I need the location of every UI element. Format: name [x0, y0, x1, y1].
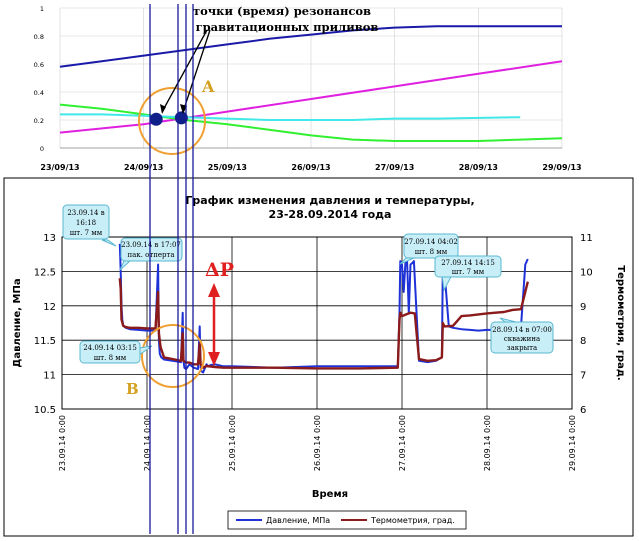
bottom-left-tick-5: 13 — [43, 233, 56, 244]
top-x-tick-3: 26/09/13 — [291, 163, 331, 172]
bottom-right-tick-3: 9 — [580, 301, 587, 313]
top-y-tick-5: 1 — [39, 5, 44, 13]
bottom-right-tick-5: 11 — [580, 233, 593, 244]
delta-p-label: ΔP — [205, 259, 235, 281]
callout-6 — [491, 318, 553, 353]
bottom-right-tick-0: 6 — [580, 405, 587, 416]
bottom-left-tick-3: 12 — [43, 301, 56, 313]
top-y-tick-4: 0.8 — [33, 33, 44, 41]
top-y-tick-2: 0.4 — [33, 89, 44, 97]
legend-temperature-label: Термометрия, град. — [371, 516, 455, 525]
callout-5-line1: 27.09.14 14:15 — [441, 259, 495, 267]
top-resonance-point-0 — [150, 113, 163, 126]
bottom-marker-label: B — [126, 380, 139, 398]
bottom-title-line2: 23-28.09.2014 года — [268, 208, 392, 221]
top-annotation-line2: гравитационных приливов — [195, 20, 379, 34]
callout-4-line1: 27.09.14 04:02 — [404, 238, 458, 246]
top-y-tick-labels — [34, 5, 44, 153]
top-x-tick-1: 24/09/13 — [124, 163, 164, 172]
callout-1-line1: 23.09.14 в — [67, 209, 105, 217]
bottom-x-axis-label: Время — [311, 489, 349, 500]
bottom-left-axis-label: Давление, МПа — [12, 278, 23, 368]
callout-6-line1: 28.09.14 в 07:00 — [492, 326, 552, 334]
bottom-x-tick-3: 26.09.14 0:00 — [313, 415, 322, 472]
callout-5-line2: шт. 7 мм — [451, 268, 485, 276]
top-y-tick-3: 0.6 — [33, 61, 44, 69]
bottom-right-tick-1: 7 — [580, 370, 587, 382]
bottom-right-tick-2: 8 — [580, 336, 587, 348]
top-x-tick-2: 25/09/13 — [207, 163, 247, 172]
bottom-legend — [228, 511, 466, 529]
callout-2-line2: пак. отперта — [127, 251, 175, 259]
bottom-left-tick-2: 11.5 — [33, 336, 56, 348]
bottom-x-tick-4: 27.09.14 0:00 — [398, 415, 407, 472]
bottom-right-tick-labels — [580, 233, 593, 416]
top-x-tick-4: 27/09/13 — [375, 163, 415, 172]
bottom-x-tick-2: 25.09.14 0:00 — [228, 415, 237, 472]
top-marker-label: A — [202, 77, 215, 96]
top-annotation-arrow-1 — [162, 30, 207, 112]
bottom-title-line1: График изменения давления и температуры, — [185, 194, 475, 207]
bottom-x-tick-labels — [58, 415, 577, 471]
top-x-tick-5: 28/09/13 — [458, 163, 498, 172]
top-chart — [34, 4, 582, 172]
callout-6-line2: скважина — [503, 335, 541, 343]
top-x-tick-labels — [40, 163, 581, 172]
callout-1-line3: шт. 7 мм — [69, 229, 103, 237]
callout-4-line2: шт. 8 мм — [414, 248, 448, 256]
bottom-right-tick-4: 10 — [580, 267, 593, 279]
bottom-x-tick-6: 29.09.14 0:00 — [568, 415, 577, 472]
bottom-right-axis-label: Термометрия, град. — [615, 265, 626, 381]
bottom-x-tick-0: 23.09.14 0:00 — [58, 415, 67, 472]
bottom-chart — [4, 178, 633, 536]
callout-6-line3: закрыта — [506, 344, 538, 352]
callout-1-line2: 16:18 — [75, 219, 97, 227]
bottom-x-tick-1: 24.09.14 0:00 — [143, 415, 152, 472]
bottom-left-tick-labels — [34, 233, 56, 416]
top-y-tick-0: 0 — [39, 145, 44, 153]
top-x-tick-0: 23/09/13 — [40, 163, 80, 172]
callout-3-line2: шт. 8 мм — [93, 354, 127, 362]
bottom-left-tick-1: 11 — [43, 370, 56, 382]
bottom-left-tick-0: 10.5 — [33, 405, 56, 416]
bottom-left-tick-4: 12.5 — [33, 267, 56, 279]
legend-pressure-label: Давление, МПа — [266, 516, 331, 525]
top-annotation-line1: точки (время) резонансов — [192, 4, 372, 18]
top-series-line-3 — [60, 114, 520, 120]
bottom-x-tick-5: 28.09.14 0:00 — [483, 415, 492, 472]
top-x-tick-6: 29/09/13 — [542, 163, 582, 172]
callout-2-line1: 23.09.14 в 17:07 — [121, 241, 181, 249]
callout-3-line1: 24.09.14 03:15 — [83, 344, 137, 352]
top-y-tick-1: 0.2 — [33, 117, 44, 125]
